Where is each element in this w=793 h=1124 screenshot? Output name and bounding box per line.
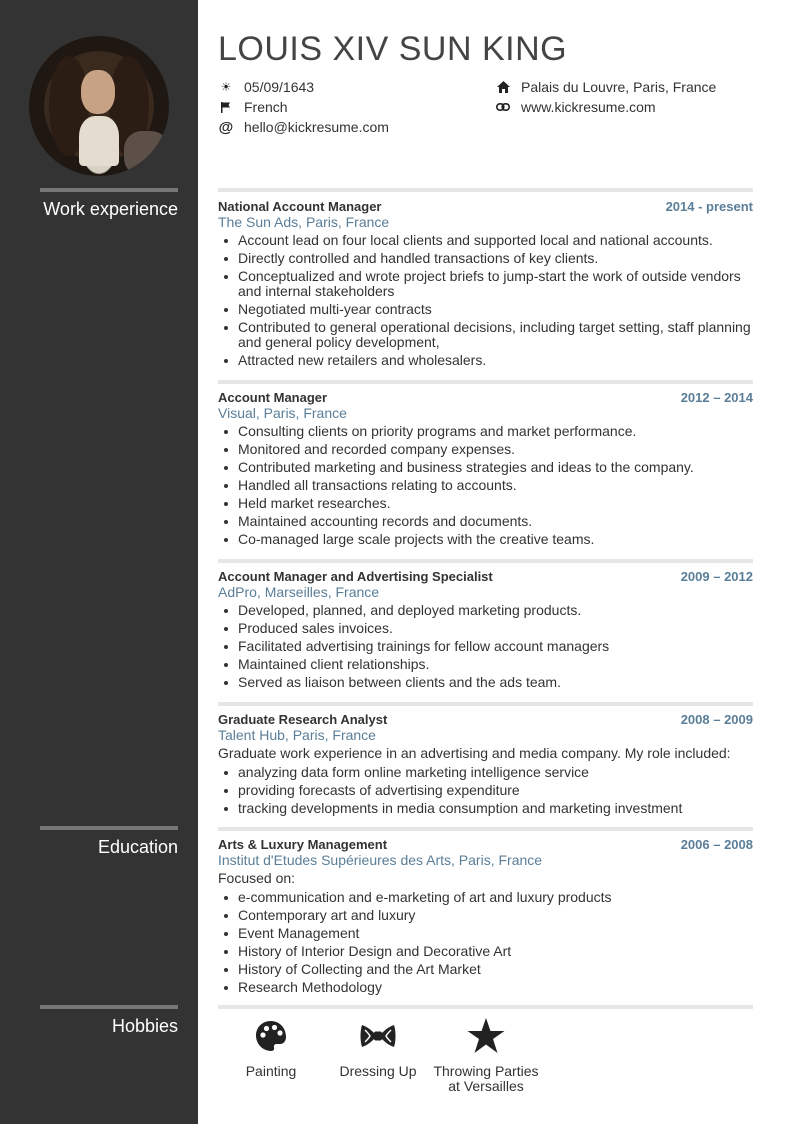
education-entry xyxy=(218,837,753,998)
list-item: Contributed to general operational decisions, including target setting, staff planning and general policy development, xyxy=(218,320,753,350)
job-bullets xyxy=(218,424,753,547)
sun-icon: ☀ xyxy=(220,80,232,94)
work-entry xyxy=(218,569,753,693)
education-bullets xyxy=(218,890,753,995)
sidebar-section-education xyxy=(40,826,178,858)
flag-icon xyxy=(218,99,234,115)
list-item: Consulting clients on priority programs and market performance. xyxy=(218,424,753,439)
job-title: Account Manager xyxy=(218,390,328,405)
contact-address xyxy=(495,79,716,95)
list-item: Attracted new retailers and wholesalers. xyxy=(218,353,753,368)
job-company: The Sun Ads, Paris, France xyxy=(218,214,390,230)
contact-birth xyxy=(218,79,314,95)
contact-website xyxy=(495,99,656,115)
person-name: LOUIS XIV SUN KING xyxy=(218,30,568,68)
job-company: Visual, Paris, France xyxy=(218,405,347,421)
section-divider xyxy=(218,559,753,563)
list-item: Research Methodology xyxy=(218,980,753,995)
job-date: 2014 - present xyxy=(665,199,753,214)
list-item: Held market researches. xyxy=(218,496,753,511)
section-divider xyxy=(218,380,753,384)
list-item: Directly controlled and handled transactions of key clients. xyxy=(218,251,753,266)
list-item: Contemporary art and luxury xyxy=(218,908,753,923)
hobby-label: Dressing Up xyxy=(339,1063,417,1079)
list-item: e-communication and e-marketing of art and luxury products xyxy=(218,890,753,905)
job-date: 2012 – 2014 xyxy=(680,390,753,405)
job-title: Graduate Research Analyst xyxy=(218,712,388,727)
list-item: History of Interior Design and Decorative Art xyxy=(218,944,753,959)
section-divider xyxy=(218,1005,753,1009)
work-entry xyxy=(218,199,753,371)
profile-photo xyxy=(29,36,169,176)
list-item: Served as liaison between clients and the ads team. xyxy=(218,675,753,690)
sidebar-section-hobbies xyxy=(40,1005,178,1037)
section-divider xyxy=(218,702,753,706)
palette-icon xyxy=(231,1016,311,1056)
section-divider xyxy=(218,188,753,192)
link-icon xyxy=(495,99,511,115)
birth-date: 05/09/1643 xyxy=(244,79,315,95)
list-item: Co-managed large scale projects with the creative teams. xyxy=(218,532,753,547)
list-item: Maintained client relationships. xyxy=(218,657,753,672)
sidebar-label-education: Education xyxy=(97,837,178,857)
work-entry xyxy=(218,390,753,550)
sidebar xyxy=(0,0,198,1124)
list-item: Negotiated multi-year contracts xyxy=(218,302,753,317)
education-description: Focused on: xyxy=(218,870,296,886)
hobby-label: Painting xyxy=(245,1063,297,1079)
hobby-item xyxy=(231,1016,311,1079)
job-title: National Account Manager xyxy=(218,199,382,214)
job-title: Account Manager and Advertising Specialist xyxy=(218,569,493,584)
list-item: Contributed marketing and business strategies and ideas to the company. xyxy=(218,460,753,475)
contact-email xyxy=(218,119,389,135)
list-item: Maintained accounting records and documents. xyxy=(218,514,753,529)
website[interactable]: www.kickresume.com xyxy=(521,99,656,115)
list-item: Monitored and recorded company expenses. xyxy=(218,442,753,457)
sidebar-section-work xyxy=(40,188,178,220)
contact-nationality xyxy=(218,99,288,115)
sidebar-label-work: Work experience xyxy=(43,199,178,219)
list-item: Produced sales invoices. xyxy=(218,621,753,636)
sidebar-label-hobbies: Hobbies xyxy=(111,1016,178,1036)
list-item: Facilitated advertising trainings for fellow account managers xyxy=(218,639,753,654)
list-item: tracking developments in media consumption and marketing investment xyxy=(218,801,753,816)
degree-title: Arts & Luxury Management xyxy=(218,837,388,852)
list-item: Developed, planned, and deployed marketing products. xyxy=(218,603,753,618)
home-icon xyxy=(495,79,511,95)
address: Palais du Louvre, Paris, France xyxy=(521,79,717,95)
job-date: 2009 – 2012 xyxy=(680,569,753,584)
list-item: analyzing data form online marketing intelligence service xyxy=(218,765,753,780)
list-item: providing forecasts of advertising expenditure xyxy=(218,783,753,798)
list-item: Account lead on four local clients and supported local and national accounts. xyxy=(218,233,753,248)
nationality: French xyxy=(244,99,288,115)
hobby-label: Throwing Parties at Versailles xyxy=(433,1063,539,1094)
star-icon xyxy=(426,1016,546,1056)
job-description: Graduate work experience in an advertising and media company. My role included: xyxy=(218,745,731,761)
education-date: 2006 – 2008 xyxy=(680,837,753,852)
list-item: Event Management xyxy=(218,926,753,941)
hobby-item xyxy=(336,1016,420,1079)
email[interactable]: hello@kickresume.com xyxy=(244,119,389,135)
list-item: History of Collecting and the Art Market xyxy=(218,962,753,977)
hobby-item xyxy=(426,1016,546,1094)
section-divider xyxy=(218,827,753,831)
job-bullets xyxy=(218,765,753,816)
list-item: Handled all transactions relating to accounts. xyxy=(218,478,753,493)
work-entry xyxy=(218,712,753,819)
at-sign-icon: @ xyxy=(218,118,234,136)
job-company: Talent Hub, Paris, France xyxy=(218,727,376,743)
job-bullets xyxy=(218,233,753,368)
job-date: 2008 – 2009 xyxy=(680,712,753,727)
bow-tie-icon xyxy=(336,1016,420,1056)
school-name: Institut d'Etudes Supérieures des Arts, Paris, France xyxy=(218,852,543,868)
job-bullets xyxy=(218,603,753,690)
job-company: AdPro, Marseilles, France xyxy=(218,584,380,600)
list-item: Conceptualized and wrote project briefs to jump-start the work of outside vendors and internal stakeholders xyxy=(218,269,753,299)
